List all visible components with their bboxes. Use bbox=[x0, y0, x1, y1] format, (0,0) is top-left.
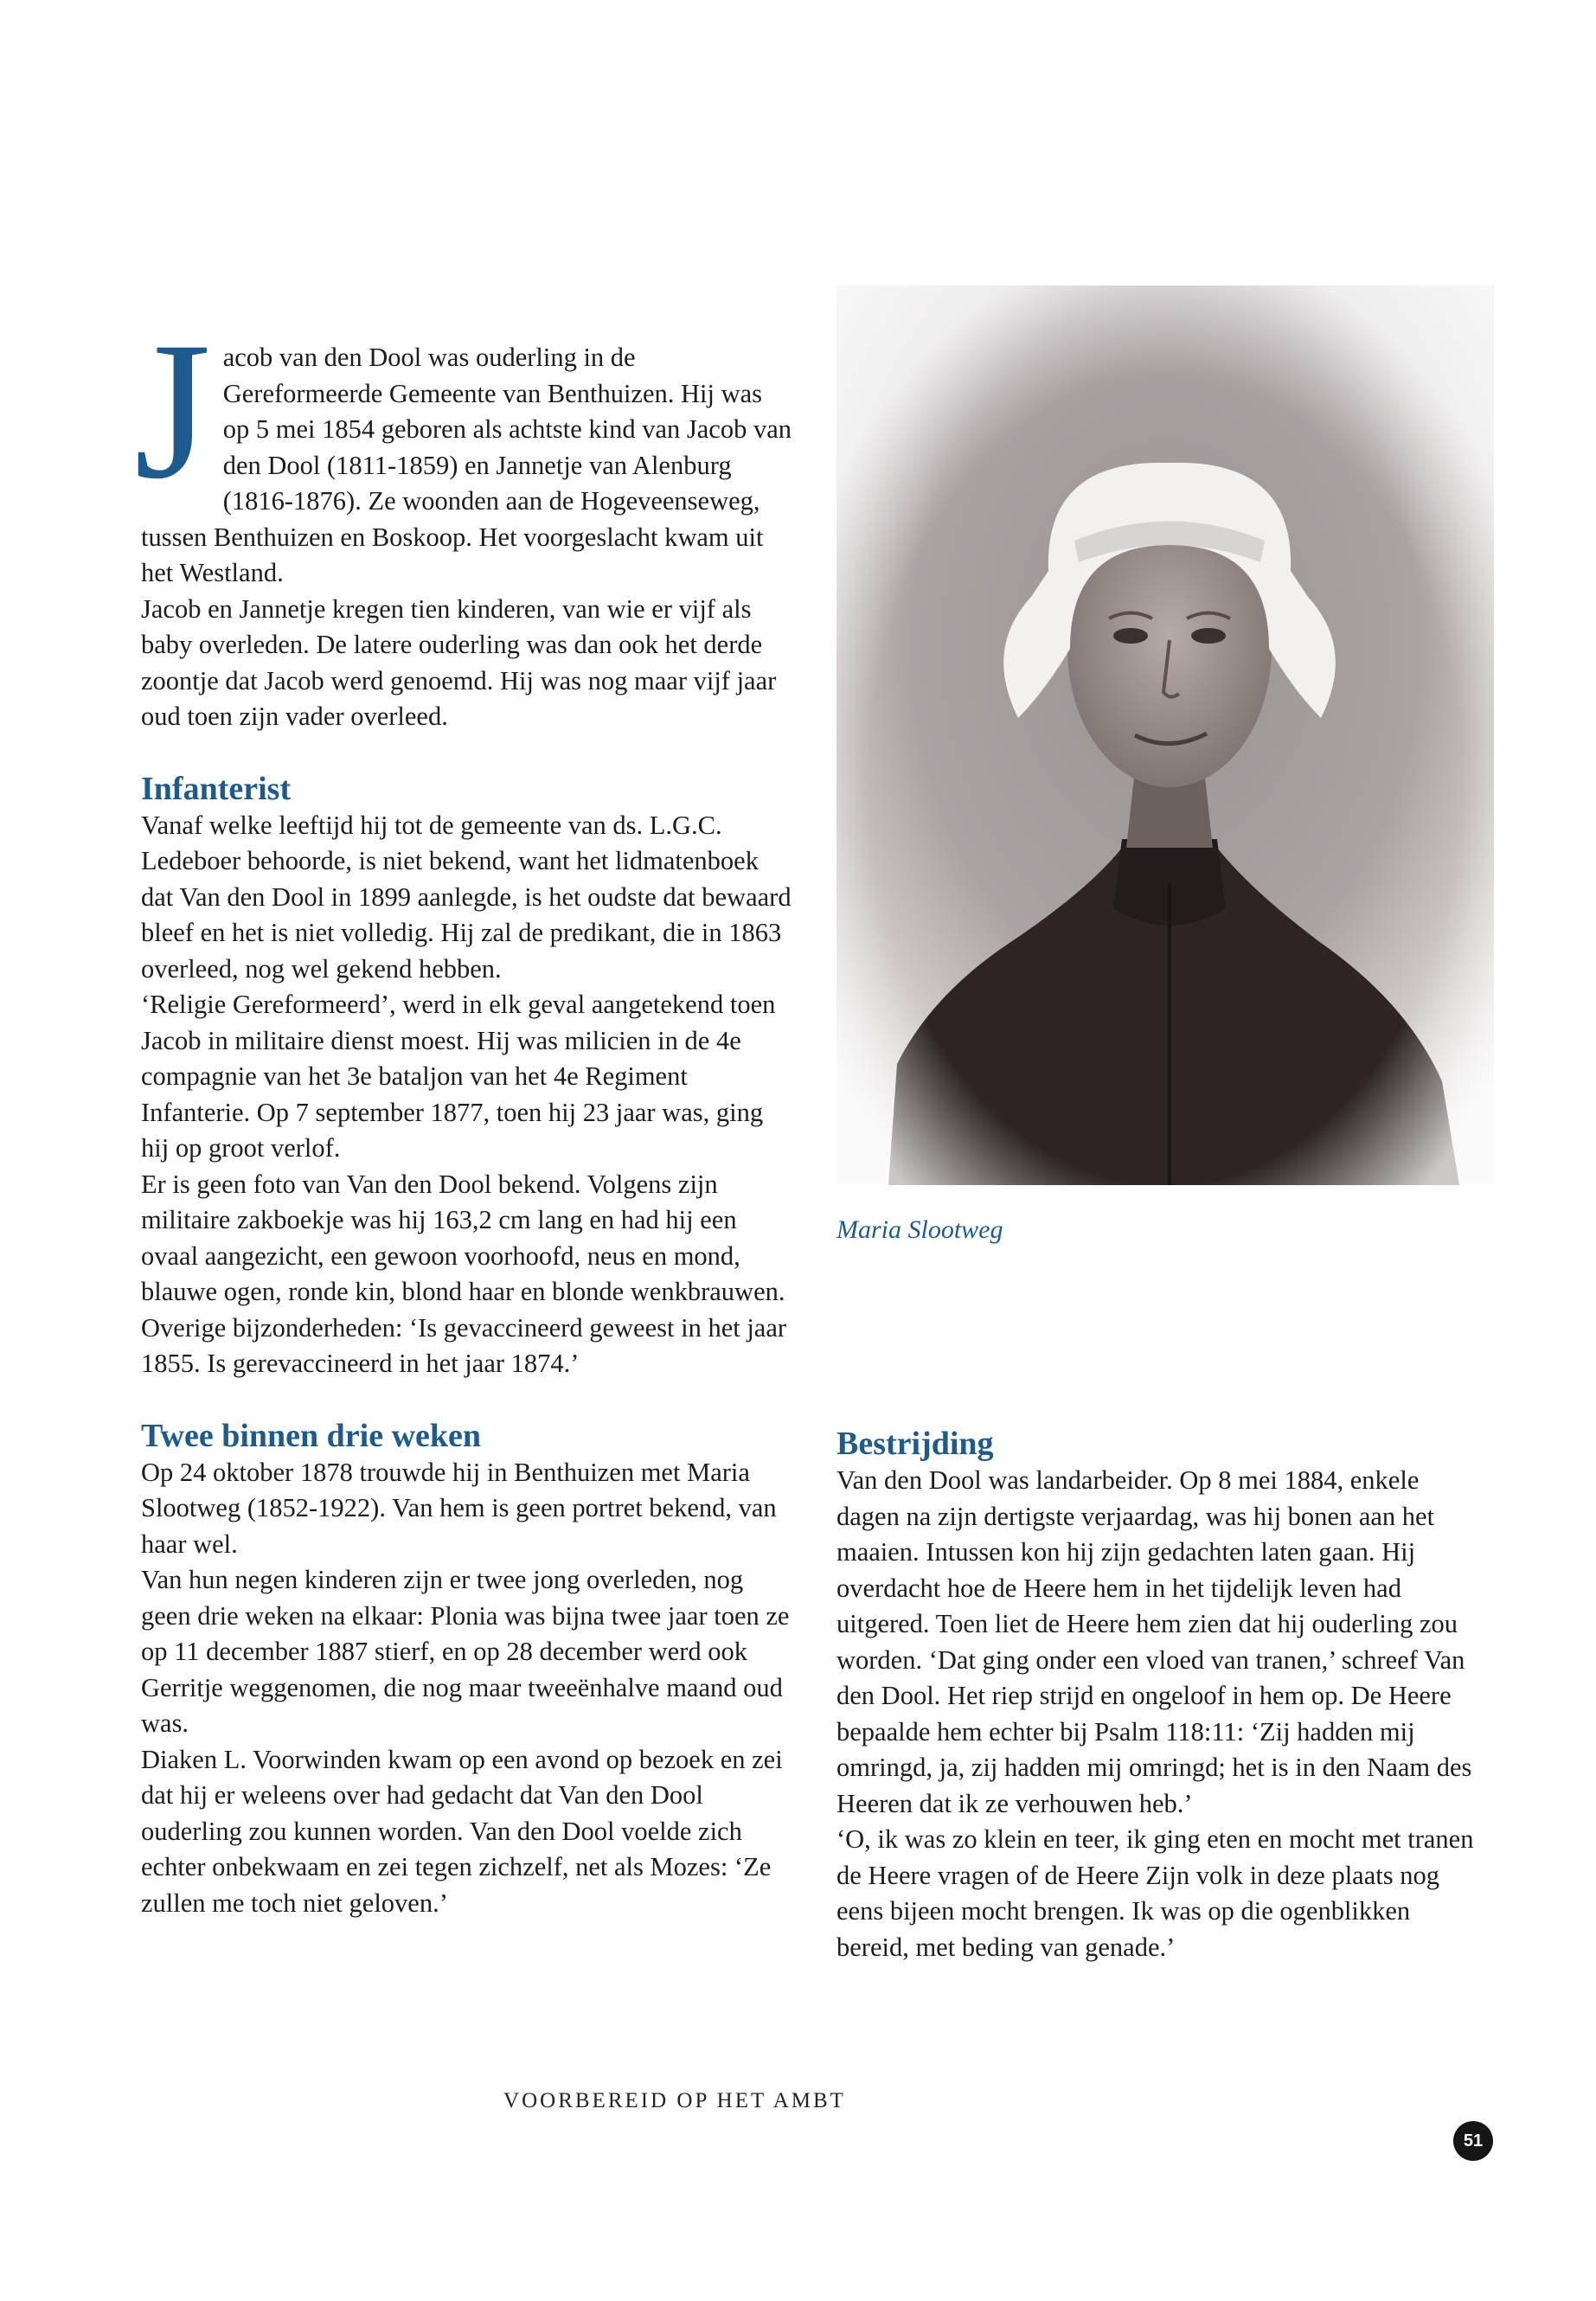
portrait-illustration bbox=[836, 285, 1494, 1185]
infanterist-paragraph-2: ‘Religie Gereformeerd’, werd in elk geval aangetekend toen Jacob in militaire dienst moest. Hij was milicien in de 4e compagnie van het 3e bataljon van het 4e Regiment Infanterie. Op 7 september 1877, toen hij 23 jaar was, ging hij op groot verlof. bbox=[141, 990, 776, 1163]
section-heading-infanterist: Infanterist bbox=[141, 770, 292, 807]
running-footer: VOORBEREID OP HET AMBT bbox=[503, 2089, 846, 2112]
bestrijding-paragraph-2: ‘O, ik was zo klein en teer, ik ging eten en mocht met tranen de Heere vragen of de Heere Zijn volk in deze plaats nog eens bijeen mocht brengen. Ik was op die ogenblikken bereid, met beding van genade.’ bbox=[836, 1824, 1474, 1962]
twee-paragraph-1: Op 24 oktober 1878 trouwde hij in Benthuizen met Maria Slootweg (1852-1922). Van hem is geen portret bekend, van haar wel. bbox=[141, 1457, 777, 1559]
twee-paragraph-3: Diaken L. Voorwinden kwam op een avond op bezoek en zei dat hij er weleens over had gedacht dat Van den Dool ouderling zou kunnen worden. Van den Dool voelde zich echter onbekwaam en zei tegen zichzelf, net als Mozes: ‘Ze zullen me toch niet geloven.’ bbox=[141, 1744, 783, 1918]
portrait-photo bbox=[836, 285, 1494, 1185]
drop-cap: J bbox=[134, 302, 211, 520]
section-heading-twee-binnen-drie-weken: Twee binnen drie weken bbox=[141, 1417, 482, 1454]
left-column bbox=[134, 302, 794, 1921]
infanterist-paragraph-3: Er is geen foto van Van den Dool bekend. Volgens zijn militaire zakboekje was hij 163,2 cm lang en had hij een ovaal aangezicht, een gewoon voorhoofd, neus en mond, blauwe ogen, ronde kin, blond haar en blonde wenkbrauwen. Overige bijzonderheden: ‘Is gevaccineerd geweest in het jaar 1855. Is gerevaccineerd in het jaar 1874.’ bbox=[141, 1169, 787, 1378]
intro-paragraph bbox=[134, 302, 794, 592]
page-number-badge: 51 bbox=[1453, 2121, 1493, 2161]
section-heading-bestrijding: Bestrijding bbox=[836, 1426, 994, 1462]
right-column bbox=[836, 1425, 1480, 1965]
infanterist-paragraph-1: Vanaf welke leeftijd hij tot de gemeente van ds. L.G.C. Ledeboer behoorde, is niet bekend, want het lidmatenboek dat Van den Dool in 1899 aanlegde, is het oudste dat bewaard bleef en het is niet volledig. Hij zal de predikant, die in 1863 overleed, nog wel gekend hebben. bbox=[141, 810, 792, 984]
bestrijding-paragraph-1: Van den Dool was landarbeider. Op 8 mei 1884, enkele dagen na zijn dertigste verjaardag, was hij bonen aan het maaien. Intussen kon hij zijn gedachten laten gaan. Hij overdacht hoe de Heere hem in het tijdelijk leven had uitgered. Toen liet de Heere hem zien dat hij ouderling zou worden. ‘Dat ging onder een vloed van tranen,’ schreef Van den Dool. Het riep strijd en ongeloof in hem op. De Heere bepaalde hem echter bij Psalm 118:11: ‘Zij hadden mij omringd, ja, zij hadden mij omringd; het is in den Naam des Heeren dat ik ze verhouwen heb.’ bbox=[836, 1465, 1472, 1818]
twee-paragraph-2: Van hun negen kinderen zijn er twee jong overleden, nog geen drie weken na elkaar: Plonia was bijna twee jaar toen ze op 11 december 1887 stierf, en op 28 december werd ook Gerritje weggenomen, die nog maar tweeënhalve maand oud was. bbox=[141, 1565, 790, 1738]
intro-text: acob van den Dool was ouderling in de Gereformeerde Gemeente van Benthuizen. Hij was op 5 mei 1854 geboren als achtste kind van Jacob van den Dool (1811-1859) en Jannetje van Alenburg (1816-1876). Ze woonden aan de Hogeveenseweg, tussen Benthuizen en Boskoop. Het voorgeslacht kwam uit het Westland. bbox=[141, 343, 792, 587]
intro-paragraph-2: Jacob en Jannetje kregen tien kinderen, van wie er vijf als baby overleden. De latere ouderling was dan ook het derde zoontje dat Jacob werd genoemd. Hij was nog maar vijf jaar oud toen zijn vader overleed. bbox=[141, 593, 777, 731]
photo-caption: Maria Slootweg bbox=[836, 1215, 1003, 1244]
